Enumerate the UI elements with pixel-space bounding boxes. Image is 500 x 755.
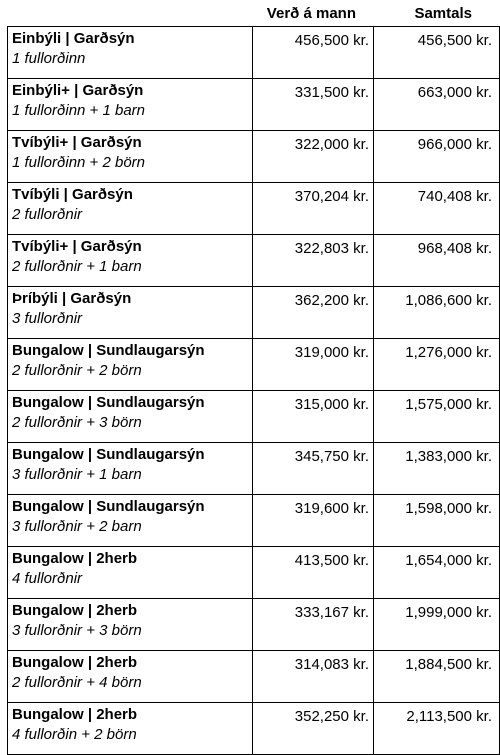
room-cell bbox=[8, 703, 253, 755]
room-cell bbox=[8, 235, 253, 287]
room-name: Bungalow | 2herb bbox=[12, 550, 138, 567]
guest-description: 3 fullorðnir bbox=[12, 310, 83, 327]
total-cell: 1,598,000 kr. bbox=[374, 495, 500, 547]
guest-description: 1 fullorðinn + 1 barn bbox=[12, 102, 146, 119]
total-cell: 1,383,000 kr. bbox=[374, 443, 500, 495]
table-header bbox=[0, 0, 484, 26]
total-cell: 966,000 kr. bbox=[374, 131, 500, 183]
total-cell: 740,408 kr. bbox=[374, 183, 500, 235]
header-price-per-person: Verð á mann bbox=[266, 5, 356, 22]
header-total: Samtals bbox=[414, 5, 472, 22]
price-per-person-cell: 331,500 kr. bbox=[253, 79, 374, 131]
total-cell: 663,000 kr. bbox=[374, 79, 500, 131]
guest-description: 4 fullorðnir bbox=[12, 570, 83, 587]
table-row bbox=[8, 27, 500, 79]
guest-description: 3 fullorðnir + 1 barn bbox=[12, 466, 142, 483]
guest-description: 3 fullorðnir + 3 börn bbox=[12, 622, 142, 639]
room-name: Bungalow | Sundlaugarsýn bbox=[12, 498, 205, 515]
total-cell: 968,408 kr. bbox=[374, 235, 500, 287]
price-per-person-cell: 345,750 kr. bbox=[253, 443, 374, 495]
table-row bbox=[8, 131, 500, 183]
total-cell: 1,999,000 kr. bbox=[374, 599, 500, 651]
room-cell bbox=[8, 443, 253, 495]
price-table bbox=[7, 26, 500, 755]
guest-description: 1 fullorðinn + 2 börn bbox=[12, 154, 146, 171]
price-per-person-cell: 362,200 kr. bbox=[253, 287, 374, 339]
room-name: Bungalow | 2herb bbox=[12, 602, 138, 619]
room-cell bbox=[8, 79, 253, 131]
price-per-person-cell: 322,000 kr. bbox=[253, 131, 374, 183]
price-per-person-cell: 315,000 kr. bbox=[253, 391, 374, 443]
table-row bbox=[8, 287, 500, 339]
room-name: Tvíbýli | Garðsýn bbox=[12, 186, 133, 203]
guest-description: 4 fullorðin + 2 börn bbox=[12, 726, 137, 743]
room-name: Þríbýli | Garðsýn bbox=[12, 290, 132, 307]
price-per-person-cell: 319,600 kr. bbox=[253, 495, 374, 547]
room-name: Einbýli+ | Garðsýn bbox=[12, 82, 144, 99]
room-name: Tvíbýli+ | Garðsýn bbox=[12, 134, 142, 151]
total-cell: 2,113,500 kr. bbox=[374, 703, 500, 755]
total-cell: 456,500 kr. bbox=[374, 27, 500, 79]
table-row bbox=[8, 547, 500, 599]
total-cell: 1,086,600 kr. bbox=[374, 287, 500, 339]
price-per-person-cell: 333,167 kr. bbox=[253, 599, 374, 651]
guest-description: 2 fullorðnir bbox=[12, 206, 83, 223]
room-cell bbox=[8, 131, 253, 183]
room-name: Einbýli | Garðsýn bbox=[12, 30, 135, 47]
room-cell bbox=[8, 339, 253, 391]
price-per-person-cell: 352,250 kr. bbox=[253, 703, 374, 755]
table-row bbox=[8, 235, 500, 287]
room-cell bbox=[8, 495, 253, 547]
price-per-person-cell: 413,500 kr. bbox=[253, 547, 374, 599]
total-cell: 1,884,500 kr. bbox=[374, 651, 500, 703]
room-cell bbox=[8, 183, 253, 235]
total-cell: 1,654,000 kr. bbox=[374, 547, 500, 599]
table-row bbox=[8, 183, 500, 235]
guest-description: 3 fullorðnir + 2 barn bbox=[12, 518, 142, 535]
guest-description: 2 fullorðnir + 4 börn bbox=[12, 674, 142, 691]
room-cell bbox=[8, 651, 253, 703]
price-table-body bbox=[8, 27, 500, 755]
price-per-person-cell: 322,803 kr. bbox=[253, 235, 374, 287]
table-row bbox=[8, 495, 500, 547]
room-name: Bungalow | Sundlaugarsýn bbox=[12, 446, 205, 463]
table-row bbox=[8, 599, 500, 651]
price-per-person-cell: 456,500 kr. bbox=[253, 27, 374, 79]
room-name: Bungalow | Sundlaugarsýn bbox=[12, 342, 205, 359]
table-row bbox=[8, 443, 500, 495]
total-cell: 1,575,000 kr. bbox=[374, 391, 500, 443]
table-row bbox=[8, 651, 500, 703]
price-per-person-cell: 319,000 kr. bbox=[253, 339, 374, 391]
table-row bbox=[8, 339, 500, 391]
guest-description: 2 fullorðnir + 3 börn bbox=[12, 414, 142, 431]
room-cell bbox=[8, 599, 253, 651]
room-cell bbox=[8, 27, 253, 79]
room-name: Tvíbýli+ | Garðsýn bbox=[12, 238, 142, 255]
total-cell: 1,276,000 kr. bbox=[374, 339, 500, 391]
room-name: Bungalow | Sundlaugarsýn bbox=[12, 394, 205, 411]
room-name: Bungalow | 2herb bbox=[12, 654, 138, 671]
room-cell bbox=[8, 391, 253, 443]
room-name: Bungalow | 2herb bbox=[12, 706, 138, 723]
guest-description: 1 fullorðinn bbox=[12, 50, 86, 67]
table-row bbox=[8, 703, 500, 755]
guest-description: 2 fullorðnir + 1 barn bbox=[12, 258, 142, 275]
table-row bbox=[8, 79, 500, 131]
price-per-person-cell: 314,083 kr. bbox=[253, 651, 374, 703]
table-row bbox=[8, 391, 500, 443]
room-cell bbox=[8, 287, 253, 339]
guest-description: 2 fullorðnir + 2 börn bbox=[12, 362, 142, 379]
price-per-person-cell: 370,204 kr. bbox=[253, 183, 374, 235]
room-cell bbox=[8, 547, 253, 599]
